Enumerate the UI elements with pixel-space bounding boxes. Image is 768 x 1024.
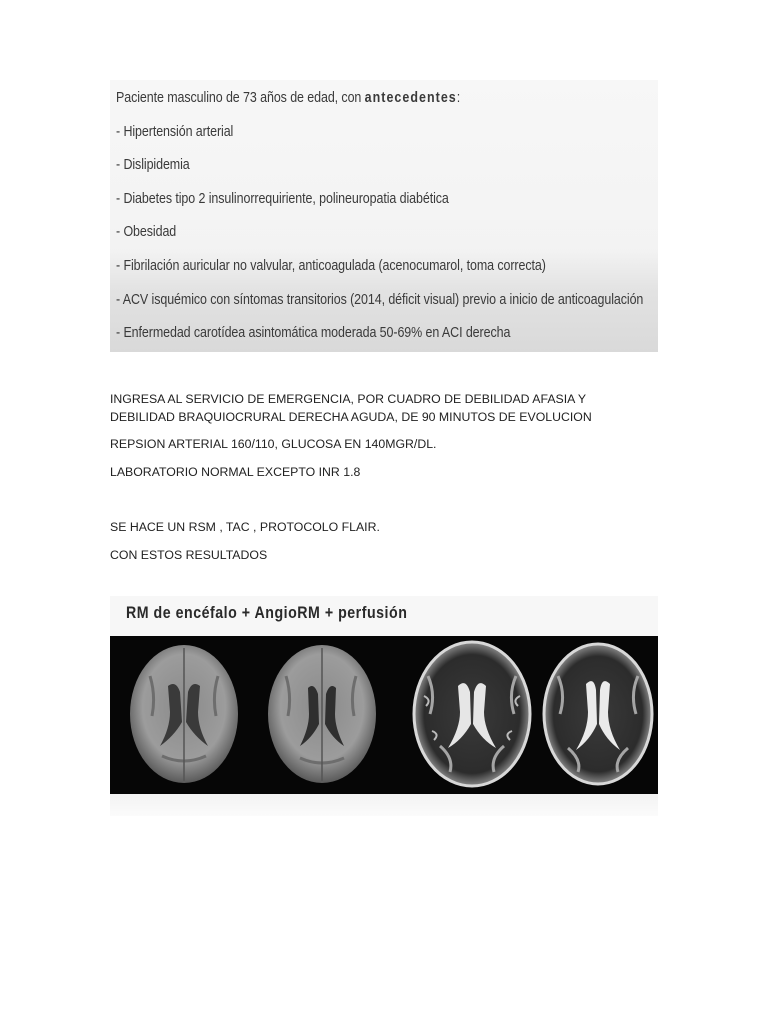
case-text-line-3: REPSION ARTERIAL 160/110, GLUCOSA EN 140MGR/DL. <box>110 437 437 451</box>
case-text-line-1: INGRESA AL SERVICIO DE EMERGENCIA, POR CUADRO DE DEBILIDAD AFASIA Y <box>110 392 587 406</box>
mri-figure-title: RM de encéfalo + AngioRM + perfusión <box>126 604 408 622</box>
case-text-line-6: CON ESTOS RESULTADOS <box>110 548 268 562</box>
history-heading-text: Paciente masculino de 73 años de edad, con <box>116 90 365 106</box>
mri-figure-footer <box>110 794 658 816</box>
history-item-obesity: - Obesidad <box>116 224 177 241</box>
history-item-dyslipidemia: - Dislipidemia <box>116 157 190 174</box>
mri-panel-adc-1 <box>414 642 530 786</box>
patient-history-image <box>110 80 658 352</box>
history-item-diabetes: - Diabetes tipo 2 insulinorrequiriente, polineuropatia diabética <box>116 190 449 207</box>
case-text-line-2: DEBILIDAD BRAQUIOCRURAL DERECHA AGUDA, DE 90 MINUTOS DE EVOLUCION <box>110 410 592 424</box>
mri-panel-adc-2 <box>544 644 652 784</box>
history-heading <box>116 90 582 124</box>
history-heading-colon: : <box>456 90 461 106</box>
history-item-hypertension: - Hipertensión arterial <box>116 123 234 140</box>
history-heading-bold: antecedentes <box>364 90 457 106</box>
case-text-line-4: LABORATORIO NORMAL EXCEPTO INR 1.8 <box>110 465 361 479</box>
mri-panels-svg <box>110 636 658 794</box>
history-item-stroke: - ACV isquémico con síntomas transitorios (2014, déficit visual) previo a inicio de anticoagulación <box>116 291 644 308</box>
case-text-line-5: SE HACE UN RSM , TAC , PROTOCOLO FLAIR. <box>110 520 380 534</box>
history-item-carotid-disease: - Enfermedad carotídea asintomática moderada 50-69% en ACI derecha <box>116 325 511 342</box>
mri-panel-dwi-1 <box>130 645 238 783</box>
mri-image-strip <box>110 636 658 794</box>
mri-panel-dwi-2 <box>268 645 376 783</box>
history-item-atrial-fibrillation: - Fibrilación auricular no valvular, anticoagulada (acenocumarol, toma correcta) <box>116 257 546 274</box>
